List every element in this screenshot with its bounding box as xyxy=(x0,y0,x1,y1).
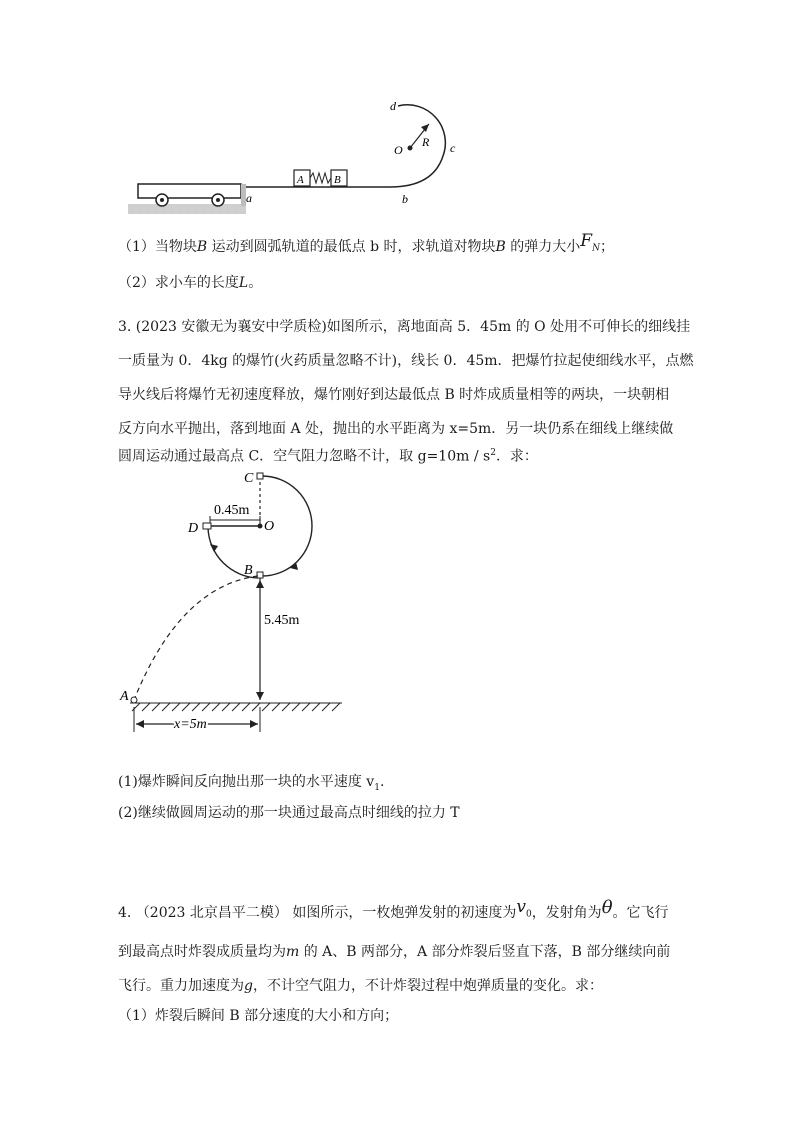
formula-fn: $F_N$ xyxy=(580,231,600,254)
label-o: O xyxy=(264,519,275,534)
q3-line-5: 圆周运动通过最高点 C．空气阻力忽略不计，取 $g=10m / s^2$．求： xyxy=(118,448,538,465)
figure-firecracker xyxy=(110,462,360,742)
label-block-a: A xyxy=(297,174,304,186)
label-b: B xyxy=(244,563,253,578)
label-a: A xyxy=(120,689,129,704)
point-a xyxy=(131,697,137,703)
q4-line-2: 到最高点时炸裂成质量均为m 的 A、B 两部分，A 部分炸裂后竖直下落，B 部分继续向前 xyxy=(118,944,671,960)
label-height: 5.45m xyxy=(264,613,300,628)
label-x: x=5m xyxy=(174,717,207,732)
q3-line-3: 导火线后将爆竹无初速度释放，爆竹刚好到达最低点 B 时炸成质量相等的两块，一块朝相 xyxy=(118,387,670,403)
label-length: 0.45m xyxy=(214,503,250,518)
label-c: C xyxy=(244,471,254,486)
label-a: a xyxy=(246,191,252,205)
point-b xyxy=(257,572,263,578)
trajectory xyxy=(134,576,258,700)
formula-theta: θ xyxy=(601,897,613,918)
cart xyxy=(138,184,241,198)
label-c: c xyxy=(450,141,456,155)
point-d xyxy=(203,523,211,529)
q4-line-4: （1）炸裂后瞬间 B 部分速度的大小和方向； xyxy=(118,1008,399,1024)
label-r: R xyxy=(422,135,430,149)
point-c xyxy=(257,473,263,479)
point-o xyxy=(258,524,263,529)
label-d: d xyxy=(390,99,396,113)
q3-line-1: 3. (2023 安徽无为襄安中学质检)如图所示，离地面高 5．45m 的 O 处用不可伸长的细线挂 xyxy=(118,319,691,335)
label-o: O xyxy=(394,143,403,157)
q4-line-1: 4. （2023 北京昌平二模） 如图所示，一枚炮弹发射的初速度为$v_0$，发射角为θ。它飞行 xyxy=(118,897,669,921)
q3-line-4: 反方向水平抛出，落到地面 A 处，抛出的水平距离为 x=5m．另一块仍系在细线上继续做 xyxy=(118,421,674,437)
q2-sub1: （1）当物块B 运动到圆弧轨道的最低点 b 时，求轨道对物块B 的弹力大小$F_N$； xyxy=(118,231,614,255)
q3-line-2: 一质量为 0．4kg 的爆竹(火药质量忽略不计)，线长 0．45m．把爆竹拉起使细线水平，点燃 xyxy=(118,353,694,369)
q2-sub2: （2）求小车的长度L。 xyxy=(118,275,263,291)
spring xyxy=(310,173,331,183)
figure-cart-track xyxy=(128,96,468,226)
q3-sub1: (1)爆炸瞬间反向抛出那一块的水平速度 $v_1$. xyxy=(118,774,385,793)
formula-v0: $v_0$ xyxy=(516,897,532,920)
label-b: b xyxy=(402,192,408,206)
label-d: D xyxy=(188,521,199,536)
label-block-b: B xyxy=(334,174,341,186)
ground-hatch xyxy=(130,703,342,711)
q3-sub2: (2)继续做圆周运动的那一块通过最高点时细线的拉力 T xyxy=(118,805,460,821)
q4-line-3: 飞行。重力加速度为g，不计空气阻力，不计炸裂过程中炮弹质量的变化。求： xyxy=(118,978,603,994)
